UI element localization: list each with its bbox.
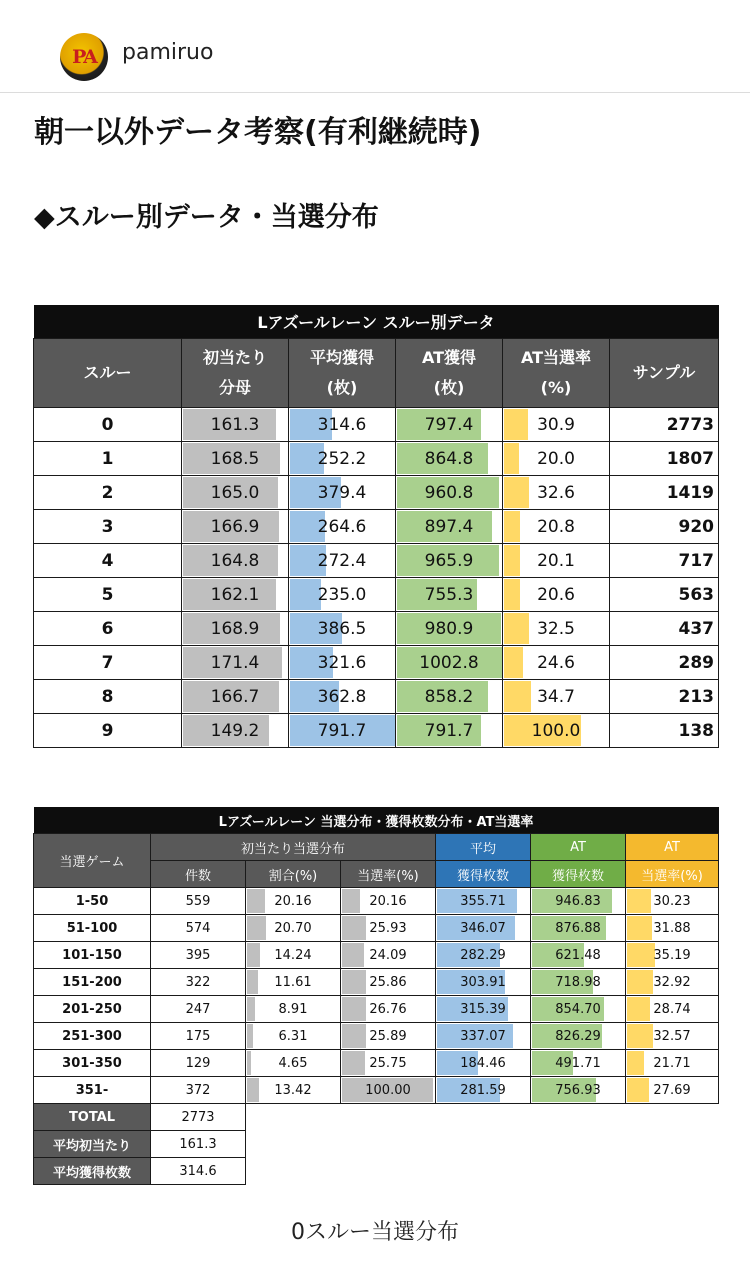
username[interactable]: pamiruo [122, 40, 214, 65]
table-row [34, 442, 719, 476]
hit-rate-percent [341, 1077, 436, 1104]
table-row [34, 714, 719, 748]
average-gain-value: 337.07 [460, 1028, 506, 1044]
sample-count: 1419 [610, 476, 719, 510]
hit-rate-percent [341, 1050, 436, 1077]
table-row [34, 476, 719, 510]
table1-header-cell [182, 339, 289, 408]
header-line: サンプル [632, 363, 696, 382]
game-range: 201-250 [34, 996, 151, 1023]
hit-count-value: 175 [185, 1028, 211, 1044]
thru-count: 5 [34, 578, 182, 612]
hit-count [151, 996, 246, 1023]
hit-count-value: 247 [185, 1001, 211, 1017]
average-gain [436, 1077, 531, 1104]
average-gain-value: 314.6 [317, 414, 367, 435]
at-win-rate [626, 969, 719, 996]
hit-rate-percent-value: 100.00 [365, 1082, 411, 1098]
at-win-rate-value: 32.6 [537, 482, 575, 503]
at-gain [531, 942, 626, 969]
hit-rate-percent [341, 1023, 436, 1050]
hit-count [151, 942, 246, 969]
table-row [34, 942, 719, 969]
page-title: 朝一以外データ考察(有利継続時) [34, 115, 482, 150]
header-line: 初当たり [202, 348, 267, 367]
hit-rate-percent-value: 25.75 [369, 1055, 407, 1071]
at-win-rate-value: 32.92 [653, 974, 691, 990]
sample-count: 1807 [610, 442, 719, 476]
share-percent [246, 915, 341, 942]
table1-header-cell [289, 339, 396, 408]
at-win-rate [503, 544, 610, 578]
average-gain [289, 646, 396, 680]
at-gain-value: 718.98 [555, 974, 601, 990]
header-avg-top: 平均 [436, 834, 531, 861]
summary-label: 平均獲得枚数 [34, 1158, 151, 1185]
header-distribution: 初当たり当選分布 [151, 834, 436, 861]
table-row [34, 996, 719, 1023]
header-line: AT当選率 [520, 348, 592, 367]
thru-count: 6 [34, 612, 182, 646]
at-win-rate [503, 646, 610, 680]
thru-count: 0 [34, 408, 182, 442]
table-row [34, 915, 719, 942]
at-gain [531, 888, 626, 915]
share-percent [246, 969, 341, 996]
hit-count-value: 129 [185, 1055, 211, 1071]
average-gain [289, 442, 396, 476]
at-gain-value: 864.8 [424, 448, 474, 469]
thru-count: 9 [34, 714, 182, 748]
game-range: 351- [34, 1077, 151, 1104]
header-line: スルー [83, 363, 132, 382]
first-hit-denominator-value: 164.8 [210, 550, 260, 571]
share-percent [246, 888, 341, 915]
at-gain [396, 714, 503, 748]
at-win-rate-value: 30.23 [653, 893, 691, 909]
at-win-rate [503, 578, 610, 612]
hit-count [151, 888, 246, 915]
summary-blank [246, 1104, 719, 1131]
game-range: 151-200 [34, 969, 151, 996]
table-row [34, 680, 719, 714]
table-row [34, 969, 719, 996]
at-gain [396, 408, 503, 442]
summary-blank [246, 1131, 719, 1158]
summary-row [34, 1104, 719, 1131]
average-gain [436, 1023, 531, 1050]
first-hit-denominator [182, 476, 289, 510]
header-avg-bottom: 獲得枚数 [436, 861, 531, 888]
at-win-rate [626, 942, 719, 969]
header-at-bottom: 獲得枚数 [531, 861, 626, 888]
average-gain [289, 476, 396, 510]
at-win-rate-value: 20.1 [537, 550, 575, 571]
at-gain-value: 756.93 [555, 1082, 601, 1098]
average-gain-value: 235.0 [317, 584, 367, 605]
hit-rate-percent [341, 996, 436, 1023]
at-gain [531, 996, 626, 1023]
share-percent [246, 942, 341, 969]
share-percent-value: 20.16 [274, 893, 312, 909]
at-gain-value: 1002.8 [419, 652, 479, 673]
first-hit-denominator-value: 168.5 [210, 448, 260, 469]
at-win-rate [503, 442, 610, 476]
sample-count: 563 [610, 578, 719, 612]
at-win-rate [626, 1077, 719, 1104]
average-gain [289, 544, 396, 578]
next-section-caption: 0スルー当選分布 [291, 1220, 459, 1245]
hit-rate-percent [341, 969, 436, 996]
average-gain [289, 408, 396, 442]
header-game: 当選ゲーム [34, 834, 151, 888]
average-gain [436, 996, 531, 1023]
at-gain [531, 969, 626, 996]
header-line: (枚) [433, 378, 465, 397]
at-win-rate-value: 20.8 [537, 516, 575, 537]
at-win-rate [503, 612, 610, 646]
hit-count [151, 1023, 246, 1050]
average-gain-value: 362.8 [317, 686, 367, 707]
table2-title: Lアズールレーン 当選分布・獲得枚数分布・AT当選率 [34, 807, 719, 834]
hit-count [151, 915, 246, 942]
game-range: 101-150 [34, 942, 151, 969]
at-gain-value: 897.4 [424, 516, 474, 537]
at-win-rate-value: 24.6 [537, 652, 575, 673]
at-win-rate-value: 21.71 [653, 1055, 691, 1071]
table-row [34, 888, 719, 915]
share-percent-value: 4.65 [278, 1055, 308, 1071]
first-hit-denominator-value: 166.9 [210, 516, 260, 537]
table1-header-cell [396, 339, 503, 408]
header-hit-rate: 当選率(%) [341, 861, 436, 888]
average-gain-value: 355.71 [460, 893, 506, 909]
first-hit-denominator [182, 646, 289, 680]
first-hit-denominator-value: 161.3 [210, 414, 260, 435]
hit-rate-percent-value: 25.93 [369, 920, 407, 936]
at-win-rate [626, 996, 719, 1023]
first-hit-denominator-value: 149.2 [210, 720, 260, 741]
hit-count-value: 322 [185, 974, 211, 990]
table-row [34, 1050, 719, 1077]
header-count: 件数 [151, 861, 246, 888]
average-gain-value: 386.5 [317, 618, 367, 639]
average-gain [289, 510, 396, 544]
header-line: 分母 [218, 378, 251, 397]
table1-title: Lアズールレーン スルー別データ [34, 305, 719, 339]
share-percent [246, 996, 341, 1023]
hit-count [151, 1050, 246, 1077]
first-hit-denominator [182, 714, 289, 748]
at-win-rate-value: 20.0 [537, 448, 575, 469]
average-gain [289, 578, 396, 612]
share-percent-value: 13.42 [274, 1082, 312, 1098]
game-range: 251-300 [34, 1023, 151, 1050]
summary-value: 314.6 [151, 1158, 246, 1185]
at-gain [396, 476, 503, 510]
average-gain [289, 714, 396, 748]
at-gain [396, 442, 503, 476]
summary-blank [246, 1158, 719, 1185]
at-gain-value: 826.29 [555, 1028, 601, 1044]
at-gain-value: 876.88 [555, 920, 601, 936]
thru-data-table [33, 305, 719, 748]
hit-rate-percent-value: 26.76 [369, 1001, 407, 1017]
sample-count: 2773 [610, 408, 719, 442]
at-win-rate [626, 888, 719, 915]
at-gain-value: 621.48 [555, 947, 601, 963]
at-gain-value: 980.9 [424, 618, 474, 639]
average-gain [436, 888, 531, 915]
share-percent-value: 8.91 [278, 1001, 308, 1017]
distribution-table [33, 807, 719, 1185]
thru-count: 8 [34, 680, 182, 714]
at-gain [531, 915, 626, 942]
header-atr-bottom: 当選率(%) [626, 861, 719, 888]
hit-rate-percent-value: 25.89 [369, 1028, 407, 1044]
summary-value: 2773 [151, 1104, 246, 1131]
share-percent [246, 1023, 341, 1050]
average-gain-value: 321.6 [317, 652, 367, 673]
summary-row [34, 1158, 719, 1185]
hit-count-value: 559 [185, 893, 211, 909]
thru-count: 3 [34, 510, 182, 544]
at-win-rate-value: 34.7 [537, 686, 575, 707]
at-gain [531, 1077, 626, 1104]
at-win-rate [503, 476, 610, 510]
average-gain-value: 264.6 [317, 516, 367, 537]
header-atr-top: AT [626, 834, 719, 861]
at-win-rate [503, 680, 610, 714]
average-gain-value: 303.91 [460, 974, 506, 990]
at-gain-value: 791.7 [424, 720, 474, 741]
at-win-rate [626, 1023, 719, 1050]
average-gain-value: 184.46 [460, 1055, 506, 1071]
at-gain [396, 646, 503, 680]
thru-count: 1 [34, 442, 182, 476]
sample-count: 437 [610, 612, 719, 646]
sample-count: 289 [610, 646, 719, 680]
table-row [34, 408, 719, 442]
sample-count: 138 [610, 714, 719, 748]
average-gain-value: 315.39 [460, 1001, 506, 1017]
first-hit-denominator-value: 171.4 [210, 652, 260, 673]
at-win-rate-value: 20.6 [537, 584, 575, 605]
average-gain-value: 282.29 [460, 947, 506, 963]
at-gain [531, 1050, 626, 1077]
at-win-rate [503, 510, 610, 544]
first-hit-denominator [182, 578, 289, 612]
at-win-rate-value: 27.69 [653, 1082, 691, 1098]
sample-count: 717 [610, 544, 719, 578]
at-win-rate-value: 31.88 [653, 920, 691, 936]
at-gain-value: 965.9 [424, 550, 474, 571]
avatar[interactable] [60, 33, 108, 81]
at-gain-value: 960.8 [424, 482, 474, 503]
average-gain-value: 346.07 [460, 920, 506, 936]
share-percent [246, 1050, 341, 1077]
average-gain-value: 252.2 [317, 448, 367, 469]
header-at-top: AT [531, 834, 626, 861]
game-range: 51-100 [34, 915, 151, 942]
at-gain-value: 854.70 [555, 1001, 601, 1017]
table1-header-row [34, 339, 719, 408]
at-gain [396, 612, 503, 646]
at-gain-value: 491.71 [555, 1055, 601, 1071]
share-percent [246, 1077, 341, 1104]
hit-rate-percent [341, 915, 436, 942]
summary-value: 161.3 [151, 1131, 246, 1158]
hit-rate-percent [341, 942, 436, 969]
summary-label: TOTAL [34, 1104, 151, 1131]
at-gain-value: 755.3 [424, 584, 474, 605]
at-win-rate [503, 408, 610, 442]
first-hit-denominator [182, 544, 289, 578]
at-win-rate-value: 28.74 [653, 1001, 691, 1017]
first-hit-denominator-value: 168.9 [210, 618, 260, 639]
table-row [34, 1077, 719, 1104]
first-hit-denominator-value: 166.7 [210, 686, 260, 707]
average-gain-value: 791.7 [317, 720, 367, 741]
table1-header-cell [503, 339, 610, 408]
table-row [34, 578, 719, 612]
share-percent-value: 11.61 [274, 974, 312, 990]
at-win-rate-value: 35.19 [653, 947, 691, 963]
hit-rate-percent-value: 25.86 [369, 974, 407, 990]
thru-count: 2 [34, 476, 182, 510]
at-gain [396, 680, 503, 714]
average-gain [436, 1050, 531, 1077]
share-percent-value: 14.24 [274, 947, 312, 963]
table-row [34, 646, 719, 680]
first-hit-denominator-value: 165.0 [210, 482, 260, 503]
at-win-rate-value: 32.5 [537, 618, 575, 639]
average-gain-value: 272.4 [317, 550, 367, 571]
avatar-logo-text: PA [72, 46, 96, 68]
hit-count-value: 574 [185, 920, 211, 936]
hit-rate-percent-value: 24.09 [369, 947, 407, 963]
at-win-rate-value: 30.9 [537, 414, 575, 435]
sample-count: 213 [610, 680, 719, 714]
header-share: 割合(%) [246, 861, 341, 888]
average-gain-value: 281.59 [460, 1082, 506, 1098]
hit-rate-percent [341, 888, 436, 915]
at-gain-value: 797.4 [424, 414, 474, 435]
share-percent-value: 6.31 [278, 1028, 308, 1044]
average-gain [436, 969, 531, 996]
at-gain-value: 946.83 [555, 893, 601, 909]
header-line: (%) [540, 378, 572, 397]
at-gain [396, 544, 503, 578]
at-gain [396, 578, 503, 612]
at-win-rate-value: 100.0 [531, 720, 581, 741]
post-header [0, 0, 750, 93]
hit-count-value: 395 [185, 947, 211, 963]
table-row [34, 544, 719, 578]
summary-row [34, 1131, 719, 1158]
hit-count [151, 1077, 246, 1104]
first-hit-denominator [182, 442, 289, 476]
thru-count: 7 [34, 646, 182, 680]
section-heading: ◆スルー別データ・当選分布 [34, 202, 379, 233]
at-gain-value: 858.2 [424, 686, 474, 707]
table1-header-cell [34, 339, 182, 408]
first-hit-denominator [182, 408, 289, 442]
first-hit-denominator [182, 510, 289, 544]
game-range: 301-350 [34, 1050, 151, 1077]
average-gain [436, 942, 531, 969]
at-win-rate [503, 714, 610, 748]
at-gain [396, 510, 503, 544]
average-gain [289, 680, 396, 714]
header-line: AT獲得 [421, 348, 477, 367]
first-hit-denominator-value: 162.1 [210, 584, 260, 605]
average-gain [436, 915, 531, 942]
at-win-rate [626, 1050, 719, 1077]
game-range: 1-50 [34, 888, 151, 915]
at-gain [531, 1023, 626, 1050]
table-row [34, 1023, 719, 1050]
hit-rate-percent-value: 20.16 [369, 893, 407, 909]
header-line: 平均獲得 [309, 348, 374, 367]
average-gain-value: 379.4 [317, 482, 367, 503]
header-line: (枚) [326, 378, 358, 397]
thru-count: 4 [34, 544, 182, 578]
table-row [34, 510, 719, 544]
average-gain [289, 612, 396, 646]
summary-label: 平均初当たり [34, 1131, 151, 1158]
first-hit-denominator [182, 612, 289, 646]
table-row [34, 612, 719, 646]
at-win-rate-value: 32.57 [653, 1028, 691, 1044]
sample-count: 920 [610, 510, 719, 544]
at-win-rate [626, 915, 719, 942]
table1-header-cell [610, 339, 719, 408]
first-hit-denominator [182, 680, 289, 714]
hit-count-value: 372 [185, 1082, 211, 1098]
share-percent-value: 20.70 [274, 920, 312, 936]
hit-count [151, 969, 246, 996]
